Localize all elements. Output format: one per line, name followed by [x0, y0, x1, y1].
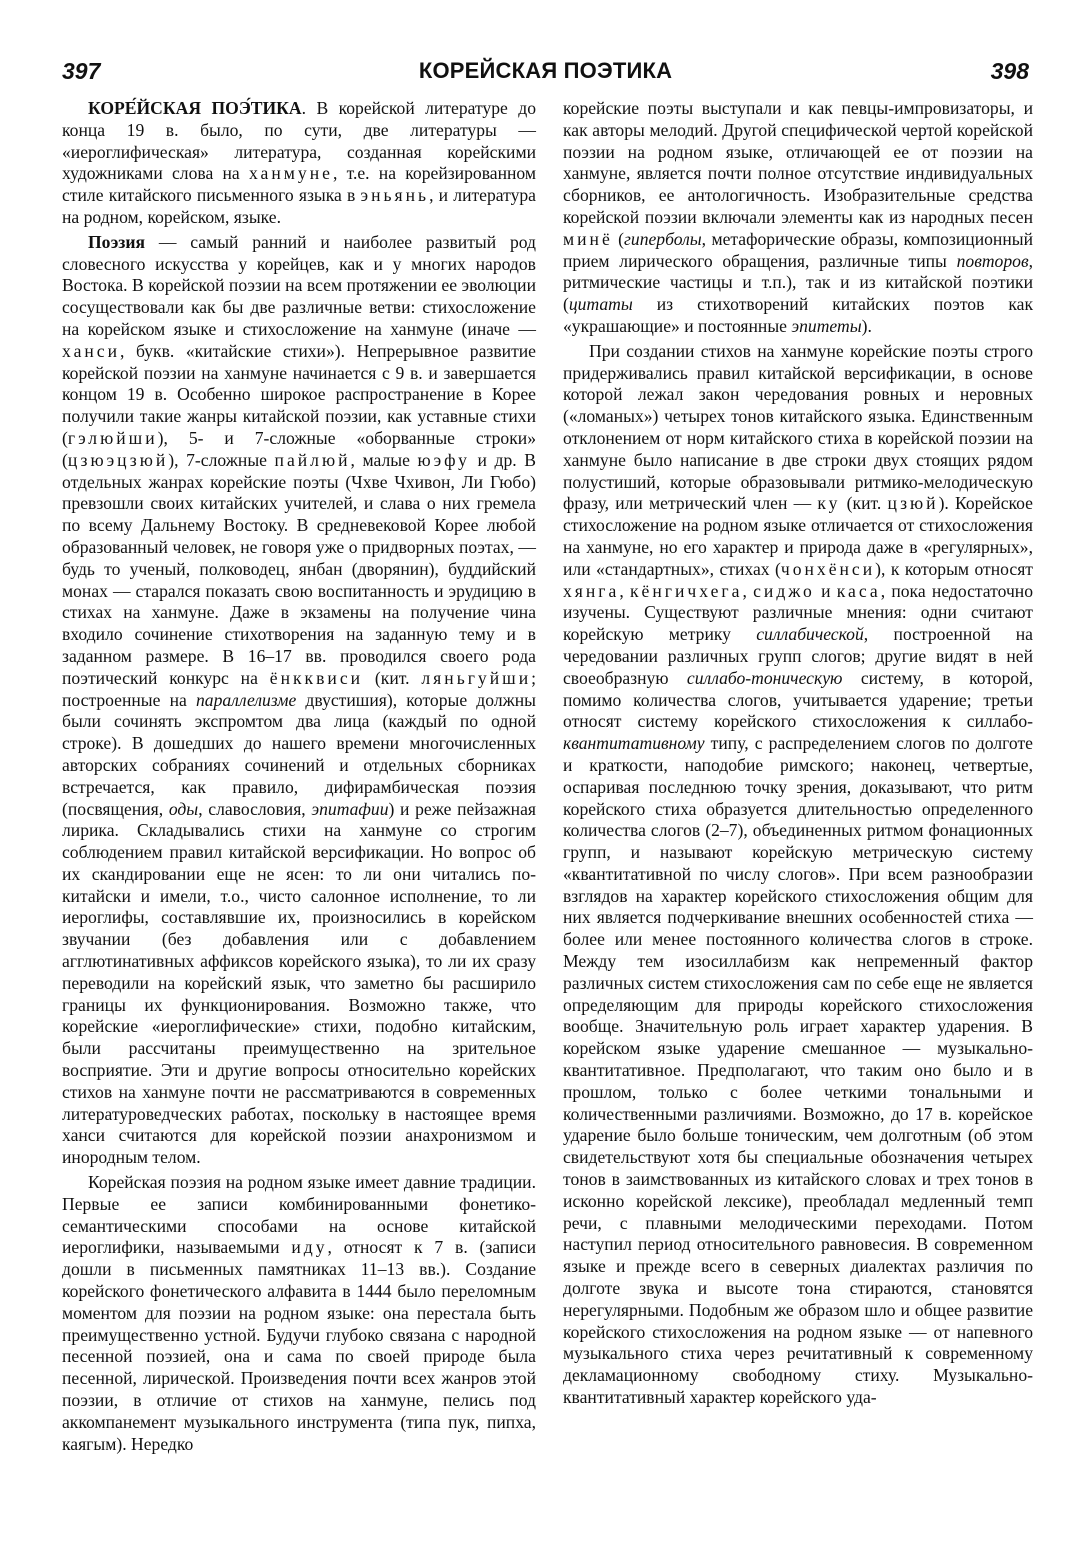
article-headword: КОРЕ́ЙСКАЯ ПОЭ́ТИКА — [88, 98, 302, 118]
text-run: ( — [612, 228, 625, 249]
text-run: ), к которым относят — [875, 558, 1033, 579]
spaced-term: цзюэцзюй — [67, 449, 169, 470]
italic-crossref: параллелизме — [195, 689, 297, 710]
spaced-term: чонхёнси — [780, 558, 876, 579]
spaced-term: гэлюйши — [67, 427, 158, 448]
italic-crossref: эпитафии — [311, 798, 389, 819]
text-run: Корейская поэзия на родном языке имеет давние традиции. Первые ее записи комбинированными фонетико-семантическими способами на основе китайской иероглифики, называемыми — [62, 1172, 536, 1258]
text-run: , относят к 7 в. (записи дошли в письменных памятниках 11–13 вв.). Создание корейского фонетического алфавита в 1444 было переломным моментом для поэзии на родном языке: она перестала быть преимущественно устной. Будучи глубоко связана с народной песенной поэзией, она и сама по своей природе была песенной, лирической. Произведения почти всех жанров этой поэзии, в отличие от стихов на ханмуне, пелись под аккомпанемент музыкального инструмента (типа пук, пипха, каягым). Нередко — [62, 1237, 536, 1454]
spaced-term: юэфу — [417, 449, 470, 470]
text-run: — самый ранний и наиболее развитый род словесного искусства у корейцев, как и у многих народов Востока. В корейской поэзии на всем протяжении ее эволюции сосуществовали как бы две различные ветви: стихосложение на корейском языке и стихосложение на ханмуне (иначе — — [62, 231, 536, 339]
text-run: , букв. «китайские стихи»). Непрерывное развитие корейской поэзии на ханмуне начинается с 9 в. и завершается концом 19 в. Особенно широкое распространение в Корее получили такие жанры китайской поэзии, как уставные стихи ( — [62, 340, 536, 448]
italic-crossref: силлабической — [756, 624, 864, 645]
running-title: КОРЕЙСКАЯ ПОЭТИКА — [418, 58, 673, 83]
italic-crossref: силлабо-тоническую — [686, 667, 843, 688]
paragraph-intro — [62, 98, 536, 229]
italic-crossref: повторов — [956, 250, 1029, 271]
text-run: корейские поэты выступали и как певцы-импровизаторы, и как авторы мелодий. Другой специфической чертой корейской поэзии на родном языке, отличающей ее от поэзии на ханмуне, является почти полное отсутствие индивидуальных сборников, ее антологичность. Изобразительные средства корейской поэзии включали элементы как из народных песен — [563, 98, 1033, 227]
spaced-term: пайлюй — [274, 449, 351, 470]
text-run: , т.е. на корейзированном стиле китайского письменного языка в — [62, 163, 536, 206]
paragraph-poetry — [62, 232, 536, 1169]
text-run: двустишия), которые должны были сочинять экспромтом два лица (каждый по одной строке). В дошедших до нашего времени многочисленных авторских собраниях сочинений и отдельных сборниках встречается, как правило, дифирамбическая поэзия (посвящения, — [62, 689, 536, 819]
text-run: и др. В отдельных жанрах корейские поэты (Чхве Чхивон, Ли Гюбо) превзошли своих китайских учителей, и слава о них гремела по всему Дальнему Востоку. В средневековой Корее любой образованный человек, не говоря уже о придворных поэтах, — будь то ученый, полководец, янбан (дворянин), буддийский монах — старался показать свою воспитанность и эрудицию в стихах на ханмуне. Даже в экзамены на получение чина входило сочинение стихотворения на заданную тему и в заданном размере. В 16–17 вв. проводился своего рода поэтический конкурс на — [62, 449, 536, 688]
right-column — [563, 98, 1033, 1409]
paragraph-native-poetry — [62, 1172, 536, 1455]
text-run: ), 5- и 7-сложные «оборванные строки» ( — [62, 427, 536, 470]
spaced-term: ку — [817, 493, 841, 514]
text-run: и — [814, 580, 837, 601]
italic-crossref: цитаты — [568, 294, 633, 315]
text-run: , построенной на чередовании различных групп слогов; другие видят в ней своеобразную — [563, 624, 1033, 688]
paragraph-versification — [563, 341, 1033, 1409]
italic-crossref: гиперболы — [624, 228, 702, 249]
spaced-term: эньянь — [360, 185, 430, 206]
italic-crossref: эпитеты — [791, 315, 862, 336]
spaced-term: ханси — [62, 340, 121, 361]
paragraph-continuation — [563, 98, 1033, 338]
spaced-term: ханмуне — [248, 163, 333, 184]
spaced-term: цзюй — [887, 493, 939, 514]
text-run: При создании стихов на ханмуне корейские поэты строго придерживались правил китайской версификации, в основе которой лежал закон чередования ровных и неровных («ломаных») четырех тонов китайского языка. Единственным отклонением от норм китайского стиха в корейской поэзии на ханмуне было написание в две строки двух стоящих рядом полустиший, которые образовывали ритмико-мелодическую фразу, или метрический член — — [563, 340, 1033, 514]
text-run: , — [742, 580, 754, 601]
left-column — [62, 98, 536, 1455]
text-run: ), 7-сложные — [168, 449, 275, 470]
text-run: (кит. — [840, 493, 888, 514]
text-run: систему, в которой, помимо количества слогов, учитывается ударение; третьи относят систему корейского стихосложения к силлабо- — [563, 667, 1033, 732]
text-run: ). — [861, 315, 872, 336]
spaced-term: иду — [291, 1237, 328, 1258]
text-run: ) и реже пейзажная лирика. Складывались стихи на ханмуне со строгим соблюдением правил китайской версификации. Но вопрос об их скандировании еще не ясен: то ли они читались по-китайски и имели, т.о., чисто салонное исполнение, то ли иероглифы, составлявшие их, произносились в корейском звучании (без добавления или с добавлением агглютинативных аффиксов корейского языка), то ли их сразу переводили на корейский язык, что заметно бы расширило границы их функционирования. Возможно также, что корейские «иероглифические» стихи, подобно китайским, были рассчитаны преимущественно на зрительное восприятие. Эти и другие вопросы относительно корейских стихов на ханмуне почти не рассматриваются в современных литературоведческих работах, поскольку в настоящее время ханси считаются для корейской поэзии анахронизмом и инородным телом. — [62, 798, 536, 1168]
spaced-term: минё — [563, 228, 613, 249]
spaced-term: кёнгичхега — [630, 580, 743, 601]
text-run: (кит. — [363, 667, 422, 688]
text-run: , славословия, — [198, 798, 312, 819]
spaced-term: сиджо — [753, 580, 815, 601]
page-number-left: 397 — [62, 58, 101, 84]
spaced-term: хянга — [563, 580, 620, 601]
text-run: . В корейской литературе до конца 19 в. было, по сути, две литературы — «иероглифическая» литература, созданная корейскими художниками слова на — [62, 98, 536, 184]
text-run: , — [619, 580, 630, 601]
spaced-term: ляньгуйши — [421, 667, 532, 688]
text-run: ). Корейское стихосложение на родном языке отличается от стихосложения на ханмуне, но его характер и природа даже в «регулярных», или «стандартных», стихах ( — [563, 493, 1033, 579]
running-header — [62, 58, 1029, 92]
italic-crossref: оды — [168, 798, 199, 819]
text-run: , пока недостаточно изучены. Существуют различные мнения: одни считают корейскую метрику — [563, 580, 1034, 645]
section-term-poetry: Поэзия — [88, 231, 146, 252]
spaced-term: ёнкквиси — [269, 667, 364, 688]
text-run: , и литература на родном, корейском, языке. — [62, 185, 536, 227]
text-run: , метафорические образы, композиционный прием лирического обращения, различные типы — [563, 228, 1033, 271]
text-run: , малые — [350, 449, 418, 470]
text-run: типу, с распределением слогов по долготе и краткости, наподобие римского; наконец, четвертые, оспаривая последнюю точку зрения, доказывают, что ритм корейского стиха образуется длительностью определенного количества слогов (2–7), объединенных ритмом фонационных групп, и называют корейскую метрическую систему «квантитативной по числу слогов». При всем разнообразии взглядов на характер корейского стихосложения общим для них является подчеркивание внешних особенностей стиха — более или менее постоянного количества слогов в строке. Между тем изосиллабизм как непременный фактор различных систем стихосложения сам по себе еще не является определяющим для природы корейского стихосложения вообще. Значительную роль играет характер ударения. В корейском языке ударение смешанное — музыкально-квантитативное. Предполагают, что таким оно было и в прошлом, только с более четкими тональными и количественными различиями. Возможно, до 17 в. корейское ударение было больше тоническим, чем долготным (об этом свидетельствуют хотя бы специальные обозначения четырех тонов в заимствованных из китайского словах и трех тонов в исконно корейской лексике), преобладал медленный темп речи, с плавными мелодическими переходами. Потом наступил период относительного равновесия. В современном языке и прежде всего в северных диалектах различия по долготе звука и высоте тона стираются, становятся нерегулярными. Подобным же образом шло и общее развитие корейского стихосложения на родном языке — от напевного музыкального стиха через речитативный к современному декламационному свободному стиху. Музыкально-квантитативный характер корейского уда- — [563, 733, 1033, 1408]
text-run: , ритмические частицы и т.п.), так и из китайской поэтики ( — [563, 250, 1033, 315]
text-run: из стихотворений китайских поэтов как «украшающие» и постоянные — [563, 294, 1033, 336]
text-run: ; построенные на — [62, 667, 536, 710]
page-number-right: 398 — [990, 58, 1029, 84]
italic-crossref: квантитативному — [563, 733, 705, 754]
spaced-term: каса — [836, 580, 881, 601]
